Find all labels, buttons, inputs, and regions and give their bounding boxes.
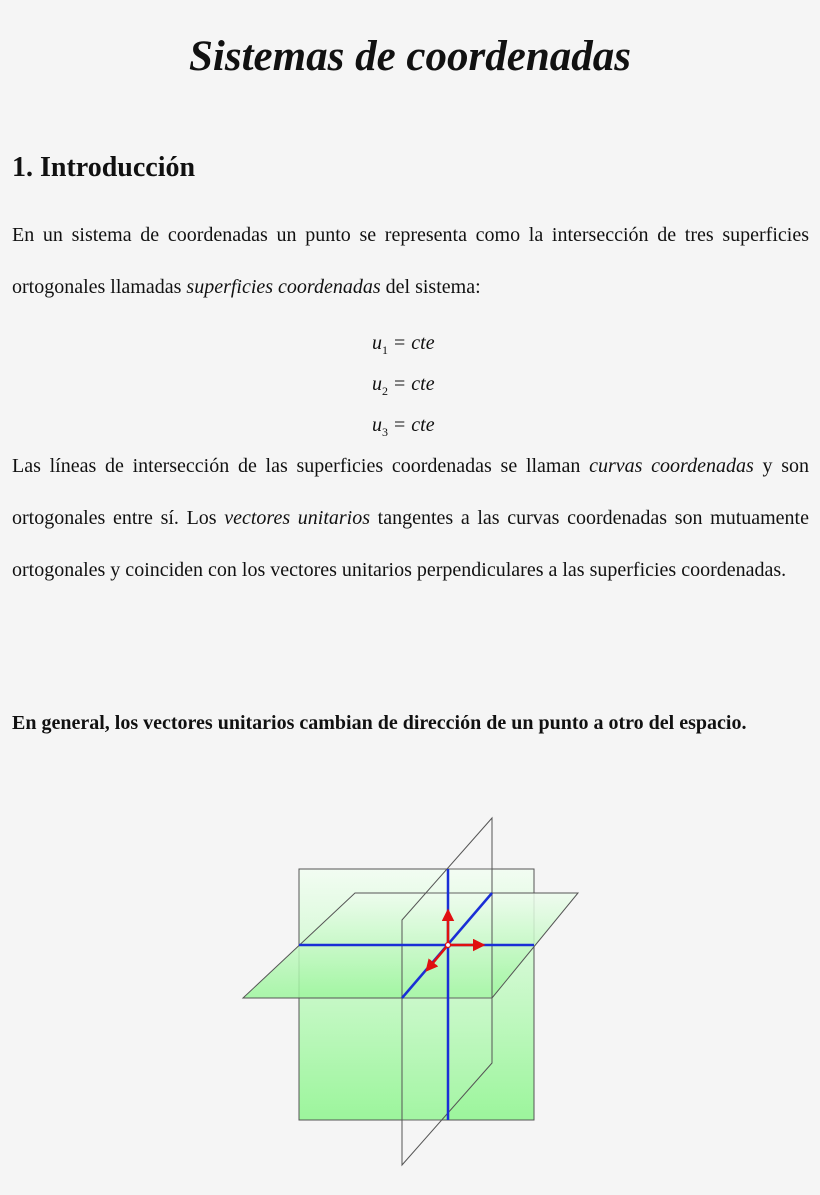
equation-block (372, 326, 435, 449)
equation-u2 (372, 367, 435, 408)
eq-subscript: 2 (382, 384, 388, 398)
intersection-point (446, 943, 451, 948)
eq-var: u (372, 414, 382, 436)
paragraph-curves (12, 440, 809, 596)
paragraph-intro-tail: del sistema: (380, 276, 481, 298)
term-curvas-coordenadas: curvas coordenadas (589, 455, 754, 477)
section-heading: 1. Introducción (12, 152, 196, 183)
term-superficies-coordenadas: superficies coordenadas (186, 276, 381, 298)
eq-rhs: cte (411, 373, 435, 395)
paragraph-general: En general, los vectores unitarios cambian de dirección de un punto a otro del espacio. (12, 712, 747, 734)
paragraph-curves-text: Las líneas de intersección de las superficies coordenadas se llaman (12, 455, 590, 477)
eq-operator: = (394, 332, 406, 354)
eq-rhs: cte (411, 414, 435, 436)
paragraph-curves-text: tangentes a las curvas coordenadas son mutuamente ortogonales y coinciden con los vectores unitarios perpendiculares a las superficies coordenadas. (12, 507, 809, 581)
eq-rhs: cte (411, 332, 435, 354)
eq-subscript: 3 (382, 425, 388, 439)
paragraph-curves-text: y son ortogonales entre sí. Los (12, 455, 809, 529)
eq-operator: = (394, 414, 406, 436)
equation-u1 (372, 326, 435, 367)
eq-subscript: 1 (382, 343, 388, 357)
eq-var: u (372, 373, 382, 395)
eq-var: u (372, 332, 382, 354)
eq-operator: = (394, 373, 406, 395)
term-vectores-unitarios: vectores unitarios (224, 507, 371, 529)
coordinate-surfaces-figure (230, 810, 590, 1175)
page-title: Sistemas de coordenadas (189, 33, 631, 80)
paragraph-intro-text: En un sistema de coordenadas un punto se representa como la intersección de tres superficies ortogonales llamadas (12, 224, 809, 298)
paragraph-intro (12, 209, 809, 313)
